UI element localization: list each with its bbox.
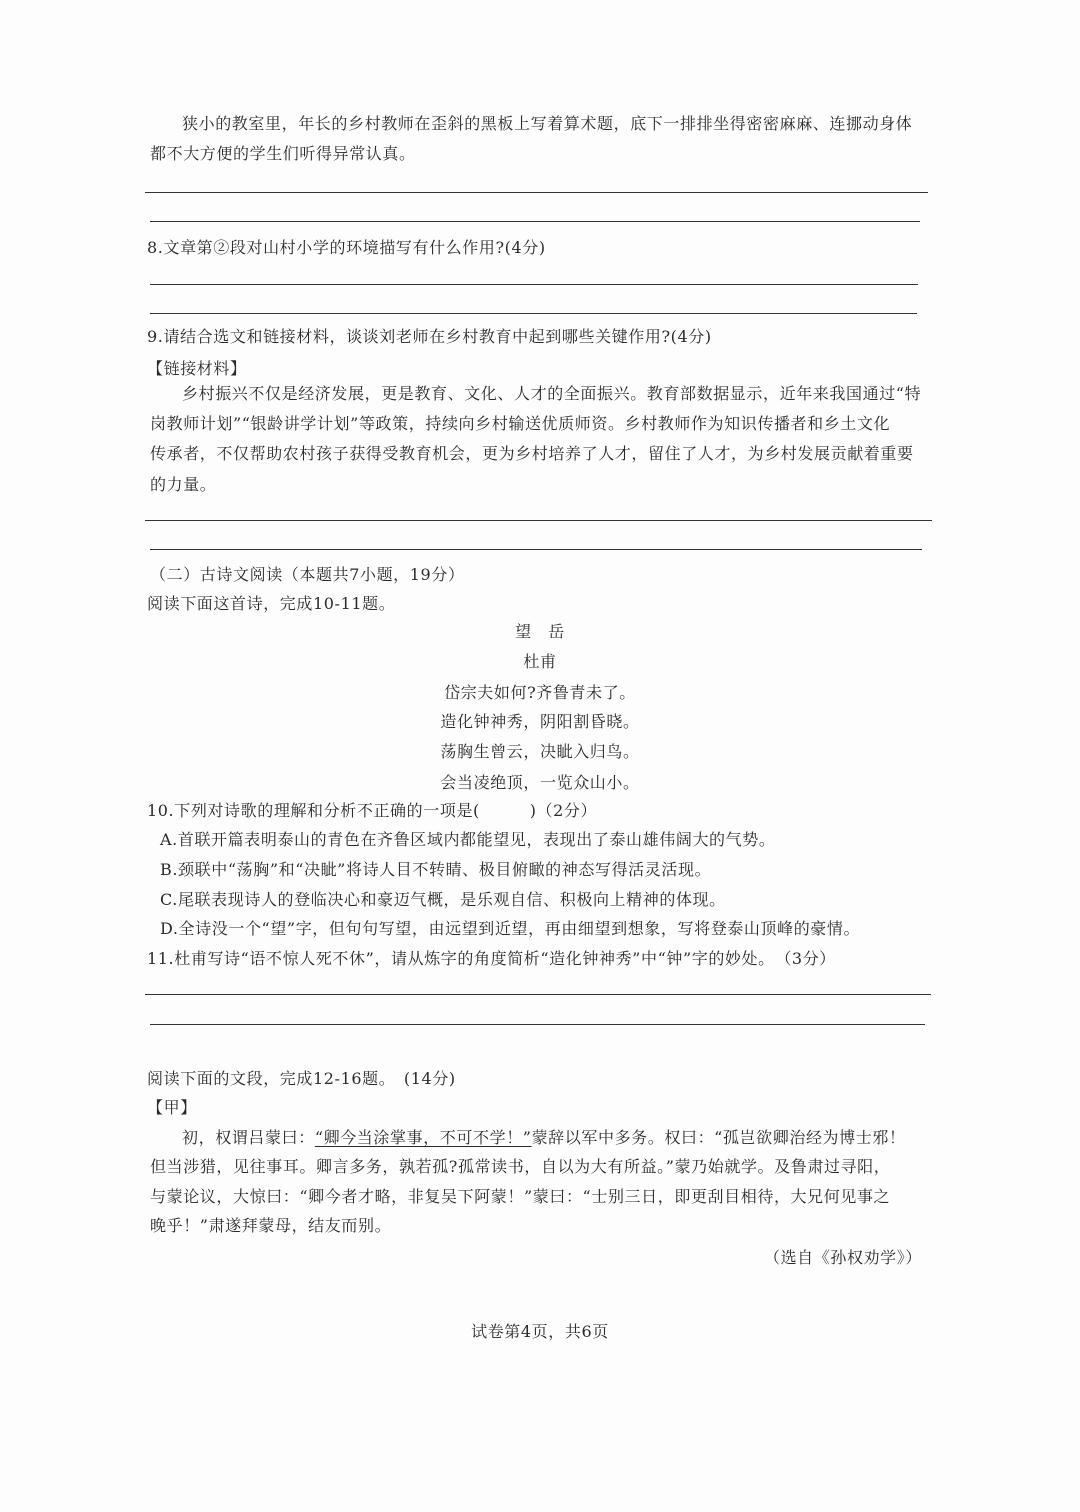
link-material-line: 岗教师计划”“银龄讲学计划”等政策，持续向乡村输送优质师资。乡村教师作为知识传播者和乡土文化 <box>150 414 891 433</box>
answer-line[interactable] <box>150 313 917 314</box>
answer-line[interactable] <box>150 549 922 550</box>
answer-line[interactable] <box>145 994 931 995</box>
passage-label: 【甲】 <box>147 1098 197 1117</box>
answer-line[interactable] <box>145 192 928 193</box>
link-material-line: 传承者，不仅帮助农村孩子获得受教育机会，更为乡村培养了人才，留住了人才，为乡村发展贡献着重要 <box>150 444 914 463</box>
poem-line: 会当凌绝顶，一览众山小。 <box>440 773 640 792</box>
option-c[interactable]: C.尾联表现诗人的登临决心和豪迈气概，是乐观自信、积极向上精神的体现。 <box>160 890 726 909</box>
source-citation: （选自《孙权劝学》） <box>763 1248 922 1267</box>
answer-line[interactable] <box>150 284 918 285</box>
text-segment: 蒙辞以军中多务。权曰：“孤岂欲卿治经为博士邪！ <box>531 1128 906 1147</box>
passage-line: 都不大方便的学生们听得异常认真。 <box>150 144 416 163</box>
question-8: 8.文章第②段对山村小学的环境描写有什么作用?(4分) <box>147 238 546 257</box>
option-b[interactable]: B.颈联中“荡胸”和“决眦”将诗人目不转睛、极目俯瞰的神态写得活灵活现。 <box>160 860 712 879</box>
option-d[interactable]: D.全诗没一个“望”字，但句句写望，由远望到近望，再由细望到想象，写将登泰山顶峰的豪情。 <box>160 919 861 938</box>
page-footer: 试卷第4页，共6页 <box>471 1322 609 1341</box>
passage-instruction: 阅读下面的文段，完成12-16题。 (14分) <box>147 1069 456 1088</box>
link-material-line: 的力量。 <box>150 475 217 494</box>
section-title: （二）古诗文阅读（本题共7小题，19分） <box>150 565 465 584</box>
option-a[interactable]: A.首联开篇表明泰山的青色在齐鲁区域内都能望见，表现出了泰山雄伟阔大的气势。 <box>160 830 776 849</box>
text-segment: 初，权谓吕蒙曰： <box>182 1128 315 1147</box>
answer-line[interactable] <box>150 1024 925 1025</box>
poem-line: 岱宗夫如何?齐鲁青未了。 <box>444 683 636 702</box>
link-material-title: 【链接材料】 <box>147 359 247 378</box>
poem-line: 荡胸生曾云，决眦入归鸟。 <box>440 742 640 761</box>
answer-line[interactable] <box>150 221 920 222</box>
classical-text-line <box>182 1128 906 1148</box>
classical-text-line: 与蒙论议，大惊曰：“卿今者才略，非复吴下阿蒙！”蒙曰：“士别三日，即更刮目相待，大兄何见事之 <box>150 1187 891 1206</box>
link-material-line: 乡村振兴不仅是经济发展，更是教育、文化、人才的全面振兴。教育部数据显示，近年来我国通过“特 <box>182 384 922 403</box>
question-11: 11.杜甫写诗“语不惊人死不休”，请从炼字的角度简析“造化钟神秀”中“钟”字的妙处。 （3分） <box>147 949 836 968</box>
classical-text-line: 但当涉猎，见往事耳。卿言多务，孰若孤?孤常读书，自以为大有所益。”蒙乃始就学。及鲁肃过寻阳， <box>150 1157 891 1176</box>
passage-line: 狭小的教室里，年长的乡村教师在歪斜的黑板上写着算术题，底下一排排坐得密密麻麻、连挪动身体 <box>182 114 913 133</box>
question-9: 9.请结合选文和链接材料，谈谈刘老师在乡村教育中起到哪些关键作用?(4分) <box>147 327 712 346</box>
question-10: 10.下列对诗歌的理解和分析不正确的一项是( )（2分） <box>147 801 598 820</box>
poem-title: 望 岳 <box>515 622 565 641</box>
answer-line[interactable] <box>145 520 932 521</box>
underlined-quote: “卿今当涂掌事，不可不学！” <box>314 1128 532 1147</box>
poem-author: 杜甫 <box>523 652 557 671</box>
classical-text-line: 晚乎！”肃遂拜蒙母，结友而别。 <box>150 1216 392 1235</box>
poem-line: 造化钟神秀，阴阳割昏晓。 <box>440 712 640 731</box>
section-instruction: 阅读下面这首诗，完成10-11题。 <box>147 594 396 613</box>
